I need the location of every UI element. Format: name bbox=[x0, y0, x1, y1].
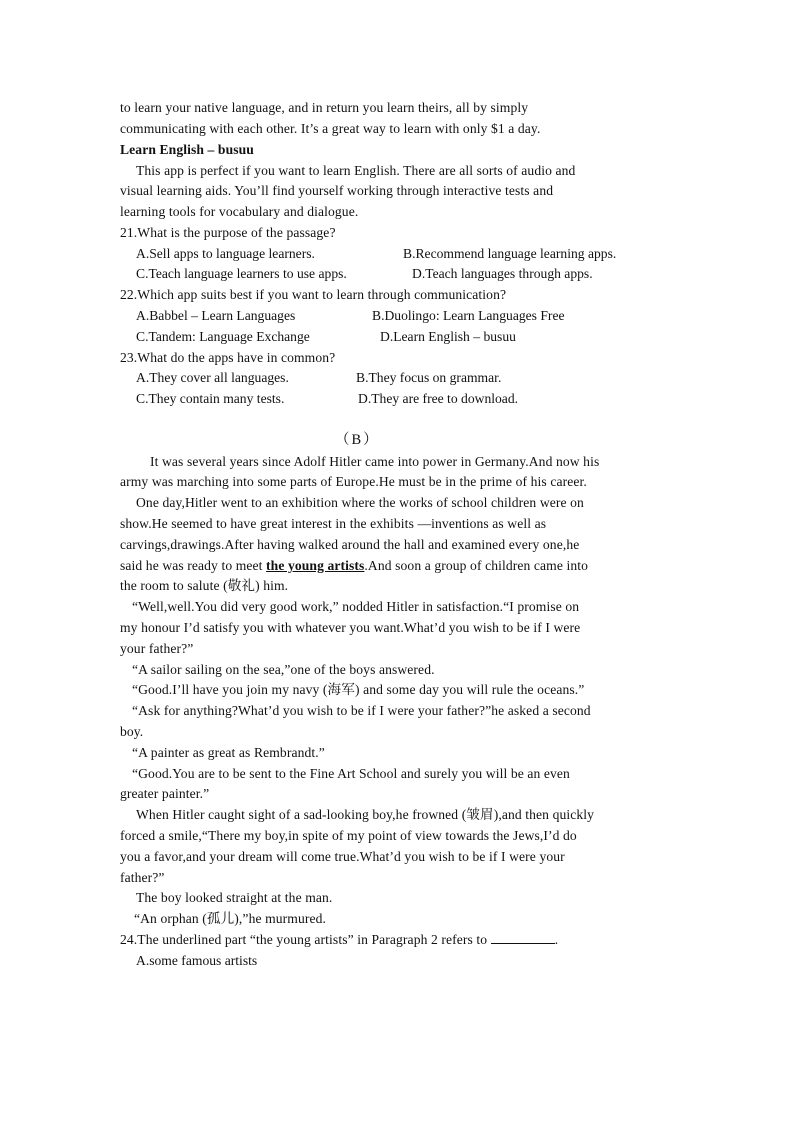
answer-option: C.They contain many tests. bbox=[136, 391, 285, 406]
question-stem: 21.What is the purpose of the passage? bbox=[120, 225, 336, 240]
section-title: （B） bbox=[335, 432, 380, 448]
passage-line: learning tools for vocabulary and dialogue. bbox=[120, 204, 359, 219]
passage-line: army was marching into some parts of Europe.He must be in the prime of his career. bbox=[120, 474, 587, 489]
passage-line: “Well,well.You did very good work,” nodded Hitler in satisfaction.“I promise on bbox=[132, 599, 580, 614]
passage-line: your father?” bbox=[120, 641, 194, 656]
passage-line: This app is perfect if you want to learn English. There are all sorts of audio and bbox=[136, 163, 576, 178]
passage-line: greater painter.” bbox=[120, 786, 210, 801]
passage-line: “Good.You are to be sent to the Fine Art School and surely you will be an even bbox=[132, 766, 570, 781]
passage-line: communicating with each other. It’s a great way to learn with only $1 a day. bbox=[120, 121, 541, 136]
passage-line: “An orphan (孤儿),”he murmured. bbox=[134, 911, 327, 926]
answer-option: A.some famous artists bbox=[136, 953, 258, 968]
answer-option: D.Learn English – busuu bbox=[380, 329, 516, 344]
answer-option: A.They cover all languages. bbox=[136, 370, 289, 385]
answer-option: B.Recommend language learning apps. bbox=[403, 246, 617, 261]
answer-option: C.Tandem: Language Exchange bbox=[136, 329, 310, 344]
passage-line: to learn your native language, and in return you learn theirs, all by simply bbox=[120, 100, 529, 115]
answer-option: D.Teach languages through apps. bbox=[412, 266, 593, 281]
question-text: 24.The underlined part “the young artists” in Paragraph 2 refers to bbox=[120, 932, 488, 947]
passage-line: show.He seemed to have great interest in the exhibits —inventions as well as bbox=[120, 516, 547, 531]
passage-line: One day,Hitler went to an exhibition where the works of school children were on bbox=[136, 495, 584, 510]
answer-option: A.Babbel – Learn Languages bbox=[136, 308, 296, 323]
question-stem: 22.Which app suits best if you want to learn through communication? bbox=[120, 287, 507, 302]
answer-option: A.Sell apps to language learners. bbox=[136, 246, 315, 261]
passage-line bbox=[120, 556, 588, 576]
app-heading: Learn English – busuu bbox=[120, 142, 254, 157]
passage-line: visual learning aids. You’ll find yourself working through interactive tests and bbox=[120, 183, 554, 198]
passage-line: The boy looked straight at the man. bbox=[136, 890, 333, 905]
passage-line: the room to salute (敬礼) him. bbox=[120, 578, 289, 593]
answer-blank bbox=[491, 931, 555, 944]
passage-line: father?” bbox=[120, 870, 165, 885]
passage-line: It was several years since Adolf Hitler came into power in Germany.And now his bbox=[150, 454, 600, 469]
passage-line: “Ask for anything?What’d you wish to be if I were your father?”he asked a second bbox=[132, 703, 591, 718]
question-stem bbox=[120, 930, 558, 950]
answer-option: C.Teach language learners to use apps. bbox=[136, 266, 347, 281]
passage-text: said he was ready to meet bbox=[120, 558, 267, 573]
passage-line: “Good.I’ll have you join my navy (海军) and some day you will rule the oceans.” bbox=[132, 682, 585, 697]
passage-line: “A painter as great as Rembrandt.” bbox=[132, 745, 325, 760]
question-stem: 23.What do the apps have in common? bbox=[120, 350, 336, 365]
question-text: . bbox=[554, 932, 559, 947]
passage-line: When Hitler caught sight of a sad-looking boy,he frowned (皱眉),and then quickly bbox=[136, 807, 595, 822]
passage-line: my honour I’d satisfy you with whatever you want.What’d you wish to be if I were bbox=[120, 620, 581, 635]
answer-option: B.Duolingo: Learn Languages Free bbox=[372, 308, 565, 323]
passage-line: carvings,drawings.After having walked around the hall and examined every one,he bbox=[120, 537, 580, 552]
answer-option: D.They are free to download. bbox=[358, 391, 519, 406]
underlined-phrase: the young artists bbox=[266, 558, 365, 573]
passage-line: forced a smile,“There my boy,in spite of my point of view towards the Jews,I’d do bbox=[120, 828, 577, 843]
passage-text: .And soon a group of children came into bbox=[364, 558, 589, 573]
passage-line: you a favor,and your dream will come true.What’d you wish to be if I were your bbox=[120, 849, 565, 864]
passage-line: boy. bbox=[120, 724, 144, 739]
passage-line: “A sailor sailing on the sea,”one of the boys answered. bbox=[132, 662, 435, 677]
answer-option: B.They focus on grammar. bbox=[356, 370, 502, 385]
